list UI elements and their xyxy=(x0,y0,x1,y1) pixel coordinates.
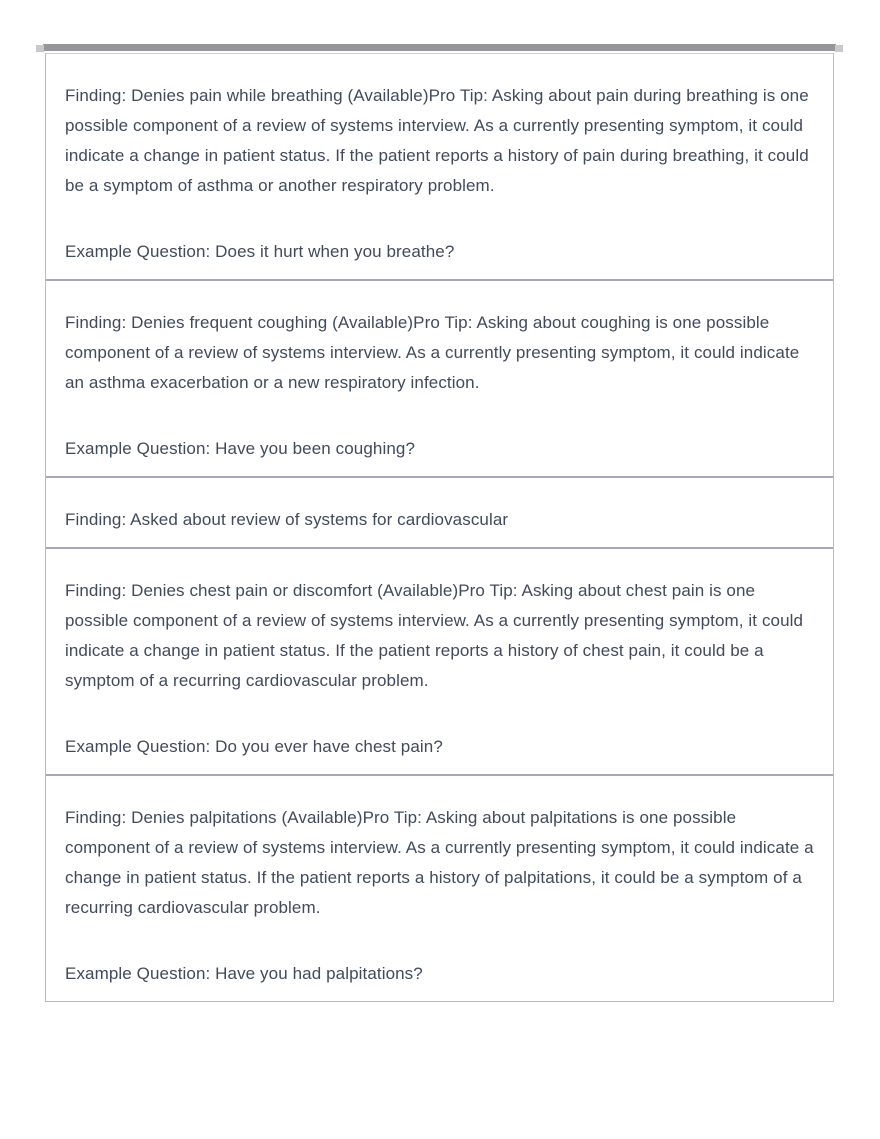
finding-card-chest-pain xyxy=(46,547,833,774)
finding-text: Finding: Denies chest pain or discomfort (Available)Pro Tip: Asking about chest pain is one possible component of a review of systems interview. As a currently presenting symptom, it could indicate a change in patient status. If the patient reports a history of chest pain, it could be a symptom of a recurring cardiovascular problem. xyxy=(65,581,804,690)
finding-card-pain-while-breathing xyxy=(46,54,833,279)
top-edge-cap-right xyxy=(835,45,843,52)
example-question-text: Example Question: Have you had palpitations? xyxy=(65,964,423,983)
finding-card-ros-cardiovascular xyxy=(46,476,833,547)
finding-text: Finding: Denies pain while breathing (Available)Pro Tip: Asking about pain during breathing is one possible component of a review of systems interview. As a currently presenting symptom, it could indicate a change in patient status. If the patient reports a history of pain during breathing, it could be a symptom of asthma or another respiratory problem. xyxy=(65,86,809,195)
finding-card-palpitations xyxy=(46,774,833,1001)
example-question-text: Example Question: Have you been coughing? xyxy=(65,439,415,458)
finding-text: Finding: Denies frequent coughing (Available)Pro Tip: Asking about coughing is one possible component of a review of systems interview. As a currently presenting symptom, it could indicate an asthma exacerbation or a new respiratory infection. xyxy=(65,313,800,392)
example-question-text: Example Question: Do you ever have chest pain? xyxy=(65,737,443,756)
finding-card-frequent-coughing xyxy=(46,279,833,476)
finding-text: Finding: Denies palpitations (Available)Pro Tip: Asking about palpitations is one possible component of a review of systems interview. As a currently presenting symptom, it could indicate a change in patient status. If the patient reports a history of palpitations, it could be a symptom of a recurring cardiovascular problem. xyxy=(65,808,814,917)
findings-panel xyxy=(45,53,834,1002)
finding-text: Finding: Asked about review of systems for cardiovascular xyxy=(65,510,509,529)
top-scrolled-element-edge xyxy=(43,44,836,51)
top-edge-cap-left xyxy=(36,45,44,52)
example-question-text: Example Question: Does it hurt when you breathe? xyxy=(65,242,455,261)
